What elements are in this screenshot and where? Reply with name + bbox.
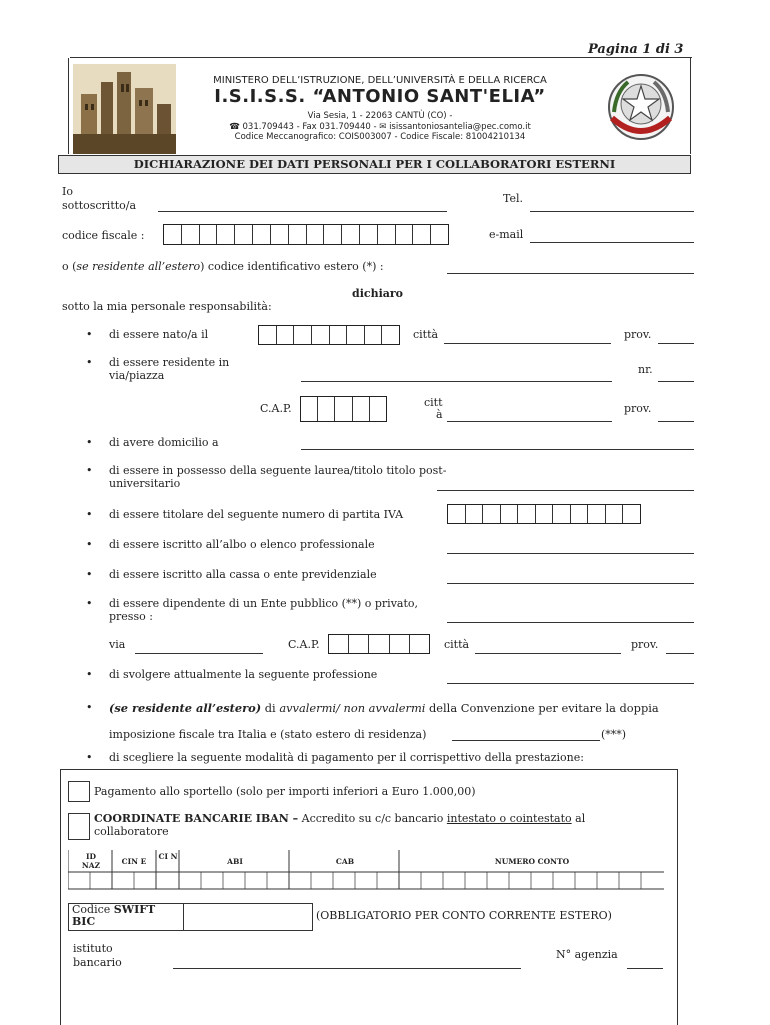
swift-pre: Codice	[72, 903, 114, 916]
bullet: •	[86, 668, 93, 681]
convenzione-bold: (se residente all’estero)	[109, 701, 262, 715]
sportello-label: Pagamento allo sportello (solo per importi inferiori a Euro 1.000,00)	[94, 785, 476, 798]
dipendente-citta-field[interactable]	[475, 653, 621, 654]
ministry-name: MINISTERO DELL’ISTRUZIONE, DELL’UNIVERSITÀ E DELLA RICERCA	[213, 75, 547, 86]
iva-label: di essere titolare del seguente numero di partita IVA	[109, 508, 404, 521]
dipendente-prov-field[interactable]	[666, 653, 694, 654]
stato-estero-field[interactable]	[452, 740, 600, 741]
residente-a-label: à	[436, 408, 443, 421]
nato-prov-field[interactable]	[658, 343, 694, 344]
school-name: I.S.I.S.S. “ANTONIO SANT'ELIA”	[214, 86, 546, 107]
col-cab: CAB	[335, 857, 355, 866]
professione-field[interactable]	[447, 683, 694, 684]
residente-prov-label: prov.	[624, 402, 652, 415]
iban-end: al collaboratore	[94, 812, 586, 838]
col-cin-e: CIN E	[121, 857, 147, 866]
responsabilita-text: sotto la mia personale responsabilità:	[62, 300, 272, 313]
bullet: •	[86, 464, 93, 477]
bullet: •	[86, 508, 93, 521]
italian-republic-emblem-icon	[604, 72, 678, 142]
albo-label: di essere iscritto all’albo o elenco professionale	[109, 538, 375, 551]
agenzia-label: N° agenzia	[556, 948, 618, 961]
albo-field[interactable]	[447, 553, 694, 554]
school-contacts: ☎ 031.709443 - Fax 031.709440 - ✉ isissantoniosantelia@pec.como.it	[229, 122, 531, 132]
bullet: •	[86, 328, 93, 341]
col-abi: ABI	[227, 857, 243, 866]
cassa-field[interactable]	[447, 583, 694, 584]
dipendente-via-field[interactable]	[135, 653, 263, 654]
istituto-field[interactable]	[173, 968, 521, 969]
dipendente-cap-label: C.A.P.	[288, 638, 320, 651]
payment-section	[60, 769, 678, 1025]
residente-nr-label: nr.	[638, 363, 653, 376]
pagamento-label: di scegliere la seguente modalità di pagamento per il corrispettivo della prestazione:	[109, 751, 584, 764]
swift-bold: SWIFT	[113, 903, 156, 916]
bullet: •	[86, 701, 93, 714]
bullet: •	[86, 538, 93, 551]
estero-code-label	[62, 260, 384, 273]
dipendente-via-label: via	[109, 638, 126, 651]
iva-field[interactable]	[447, 504, 641, 524]
bullet: •	[86, 356, 93, 369]
residente-prov-field[interactable]	[658, 421, 694, 422]
iban-bold: COORDINATE BANCARIE IBAN –	[94, 812, 299, 825]
convenzione-options: avvalermi/ non avvalermi	[279, 701, 426, 715]
residente-label: di essere residente in via/piazza	[109, 356, 230, 382]
laurea-label: di essere in possesso della seguente laurea/titolo titolo post-universitario	[109, 464, 447, 490]
io-label: Io	[62, 185, 73, 198]
swift-field[interactable]	[183, 903, 313, 931]
sottoscritto-field[interactable]	[158, 211, 447, 212]
school-building-logo	[73, 64, 176, 154]
nato-label: di essere nato/a il	[109, 328, 209, 341]
dipendente-citta-label: città	[444, 638, 470, 651]
nato-citta-label: città	[413, 328, 439, 341]
iban-checkbox[interactable]	[68, 813, 90, 840]
dipendente-label: di essere dipendente di un Ente pubblico (**) o privato, presso :	[109, 597, 419, 623]
residente-citta-field[interactable]	[447, 421, 612, 422]
imposizione-end: (***)	[601, 728, 627, 741]
convenzione-di: di	[261, 701, 280, 715]
cf-field[interactable]	[163, 224, 449, 245]
email-label: e-mail	[489, 228, 524, 241]
laurea-field[interactable]	[437, 490, 694, 491]
sportello-checkbox[interactable]	[68, 781, 90, 802]
convenzione-text	[109, 701, 694, 715]
bullet: •	[86, 597, 93, 610]
agenzia-field[interactable]	[627, 968, 663, 969]
dipendente-cap-field[interactable]	[328, 634, 430, 654]
residente-nr-field[interactable]	[658, 381, 694, 382]
dipendente-field[interactable]	[447, 622, 694, 623]
iban-label	[94, 812, 654, 838]
bullet: •	[86, 568, 93, 581]
bullet: •	[86, 436, 93, 449]
residente-cap-label: C.A.P.	[260, 402, 292, 415]
professione-label: di svolgere attualmente la seguente professione	[109, 668, 378, 681]
bic-bold: BIC	[72, 915, 96, 928]
domicilio-field[interactable]	[301, 449, 694, 450]
tel-label: Tel.	[503, 192, 524, 205]
form-title-text: DICHIARAZIONE DEI DATI PERSONALI PER I COLLABORATORI ESTERNI	[133, 157, 616, 171]
iban-underline: intestato o cointestato	[446, 812, 572, 825]
estero-post: ) codice identificativo estero (*) :	[200, 260, 384, 273]
imposizione-label: imposizione fiscale tra Italia e (stato estero di residenza)	[109, 728, 427, 741]
estero-code-field[interactable]	[447, 273, 694, 274]
residente-via-field[interactable]	[301, 381, 612, 382]
sottoscritto-label: sottoscritto/a	[62, 199, 137, 212]
nato-prov-label: prov.	[624, 328, 652, 341]
residente-citt-label: citt	[424, 396, 443, 409]
email-field[interactable]	[530, 242, 694, 243]
col-id-naz: ID NAZ	[81, 852, 101, 870]
istituto-label: istituto bancario	[73, 942, 122, 969]
col-cin: CI N	[158, 852, 178, 861]
col-numero-conto: NUMERO CONTO	[494, 857, 570, 866]
school-address: Via Sesia, 1 - 22063 CANTÙ (CO) -	[307, 111, 453, 121]
estero-italic: se residente all’estero	[76, 260, 201, 273]
cassa-label: di essere iscritto alla cassa o ente previdenziale	[109, 568, 377, 581]
dipendente-prov-label: prov.	[631, 638, 659, 651]
domicilio-label: di avere domicilio a	[109, 436, 219, 449]
swift-label-box	[68, 903, 185, 931]
convenzione-rest: della Convenzione per evitare la doppia	[425, 701, 659, 715]
bullet: •	[86, 751, 93, 764]
nato-citta-field[interactable]	[444, 343, 611, 344]
page-number: Pagina 1 di 3	[588, 42, 684, 57]
estero-pre: o (	[62, 260, 77, 273]
iban-text: Accredito su c/c bancario	[298, 812, 447, 825]
birthdate-field[interactable]	[258, 325, 400, 345]
swift-note: (OBBLIGATORIO PER CONTO CORRENTE ESTERO)	[316, 909, 612, 922]
residente-cap-field[interactable]	[300, 396, 387, 422]
tel-field[interactable]	[530, 211, 694, 212]
school-codes: Codice Meccanografico: COIS003007 - Codice Fiscale: 81004210134	[234, 132, 526, 142]
dichiaro-heading: dichiaro	[352, 287, 404, 300]
cf-label: codice fiscale :	[62, 229, 145, 242]
form-title	[58, 155, 691, 174]
